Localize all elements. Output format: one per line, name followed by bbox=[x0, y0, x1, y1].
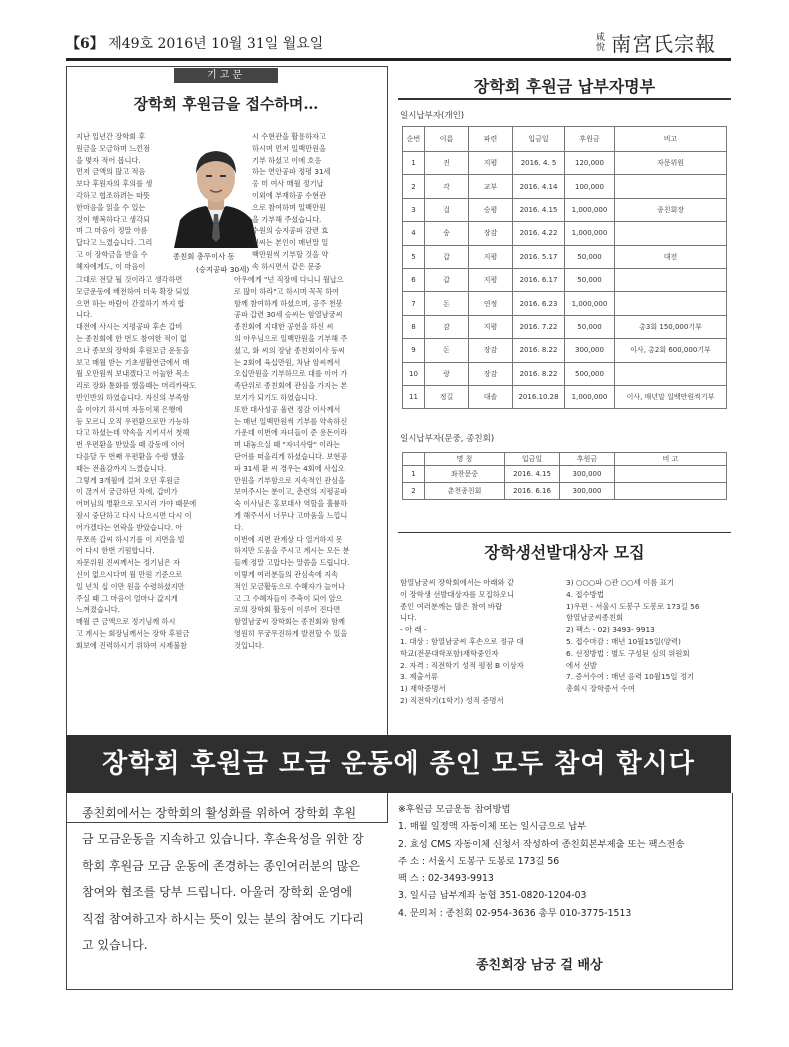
text-line: 반인반의 하였습니다. 자신의 부족함 bbox=[76, 392, 190, 402]
table-cell: 돈 bbox=[425, 292, 469, 315]
table-cell: 자문위원 bbox=[615, 152, 727, 175]
table-cell: 10 bbox=[403, 362, 425, 385]
text-line: 종친회에 지대한 공헌을 하신 씨 bbox=[234, 322, 334, 332]
text-line: 3. 일시금 납부계좌 농협 351-0820-1204-03 bbox=[398, 890, 587, 902]
appeal-text bbox=[82, 800, 364, 958]
portrait-image bbox=[170, 138, 262, 248]
text-line: 으면 하는 바람이 간절하기 까지 합 bbox=[76, 298, 185, 308]
table-cell: 300,000 bbox=[560, 466, 615, 483]
text-line: 고 계시는 회장님께서는 장학 후원금 bbox=[76, 628, 190, 638]
text-line: 팩 스 : 02-3493-9913 bbox=[398, 873, 494, 885]
text-line: 보다 후원자의 후의를 생 bbox=[76, 179, 153, 189]
table-cell: 2016. 5.17 bbox=[513, 245, 565, 268]
text-line: 각하고 협조하려는 따뜻 bbox=[76, 190, 151, 200]
table-cell: 1 bbox=[403, 466, 425, 483]
scholarship-text-left bbox=[400, 577, 524, 707]
scholarship-title: 장학생선발대상자 모집 bbox=[484, 543, 645, 562]
column-text-right-bottom bbox=[234, 274, 350, 652]
table-cell: 2016. 4.22 bbox=[513, 222, 565, 245]
table-row bbox=[403, 385, 727, 408]
photo-caption-sub: (승지공파 30세) bbox=[196, 265, 250, 274]
text-line: 선씨는 본인이 매년말 일 bbox=[252, 238, 329, 248]
group-donor-table bbox=[402, 452, 727, 500]
text-line: 참여와 협조를 당부 드립니다. 아울러 장학회 운영에 bbox=[82, 885, 353, 900]
text-line: 먼저 금액의 많고 적음 bbox=[76, 167, 146, 177]
table-cell: 9 bbox=[403, 339, 425, 362]
table-cell: 2016. 6.16 bbox=[505, 483, 560, 500]
table-cell bbox=[615, 292, 727, 315]
text-line: 4. 접수방법 bbox=[566, 589, 604, 599]
text-line: 공파 갑련 30세 승씨는 함열남궁씨 bbox=[234, 310, 343, 320]
table-cell bbox=[615, 362, 727, 385]
table-header-row bbox=[403, 127, 727, 152]
text-line: 잠시 중단하고 다시 나으시면 다시 이 bbox=[76, 510, 192, 520]
scholarship-rule bbox=[398, 532, 731, 533]
text-line: 아우에게 "넌 직장에 다니니 월납으 bbox=[234, 275, 344, 284]
text-line: 혜자에게도, 이 마음이 bbox=[76, 261, 146, 271]
table-cell: 돈 bbox=[425, 339, 469, 362]
text-line: 학교(전문대학포함)재학중인자 bbox=[400, 648, 499, 658]
text-line: 때는 전율감까지 느꼈습니다. bbox=[76, 463, 167, 473]
table-cell bbox=[615, 466, 727, 483]
text-line: 는 2회에 육십만원, 차남 암씨께서 bbox=[234, 357, 341, 367]
donors-title: 장학회 후원금 납부자명부 bbox=[473, 77, 656, 96]
text-line: 3. 제출서류 bbox=[400, 672, 438, 682]
table-cell: 지평 bbox=[469, 315, 513, 338]
table-row bbox=[403, 268, 727, 291]
table-cell: 2 bbox=[403, 483, 425, 500]
photo-caption: 종친회 총무이사 동 bbox=[173, 252, 235, 261]
text-line: 답다고 느꼈습니다. 그리 bbox=[76, 238, 153, 248]
table-cell: 지평 bbox=[469, 152, 513, 175]
table-row bbox=[403, 339, 727, 362]
table-cell: 2016. 4. 5 bbox=[513, 152, 565, 175]
text-line: 며 내놓으실 때 "자녀사랑" 이라는 bbox=[234, 440, 341, 450]
text-line: 며 그 마음이 정말 아름 bbox=[76, 226, 148, 236]
column-text-right-top bbox=[252, 131, 331, 273]
masthead-title: 南宮氏宗報 bbox=[611, 32, 717, 56]
text-line: 족단위로 종친회에 관심을 가지는 본 bbox=[234, 381, 348, 391]
text-line: 는 매년 일백만원씩 기부를 약속하신 bbox=[234, 416, 348, 426]
table-cell: 2016. 8.22 bbox=[513, 362, 565, 385]
text-line: 금 모금운동을 지속하고 있습니다. 후손육성을 위한 장 bbox=[82, 832, 364, 847]
text-line: 셨고, 화 씨의 장남 종친회이사 등씨 bbox=[234, 345, 345, 355]
table-cell: 숭 bbox=[425, 222, 469, 245]
table-cell: 500,000 bbox=[565, 362, 615, 385]
text-line: 것이 행복하다고 생각되 bbox=[76, 214, 151, 224]
column-badge: 기고문 bbox=[174, 68, 278, 83]
text-line: 신이 없으시다며 월 만원 기준으로 bbox=[76, 569, 183, 579]
text-line: 매월 큰 금액으로 정기님께 하시 bbox=[76, 617, 176, 627]
text-line: 지난 일년간 장학회 후 bbox=[76, 132, 146, 141]
table-cell: 1 bbox=[403, 152, 425, 175]
text-line: 니다. bbox=[76, 310, 93, 320]
table-cell: 이사, 매년말 일백만원씩기부 bbox=[615, 385, 727, 408]
masthead bbox=[596, 28, 716, 57]
table-cell bbox=[615, 268, 727, 291]
col-header: 입금일 bbox=[513, 127, 565, 152]
table-cell bbox=[615, 222, 727, 245]
text-line: 함열남궁씨 장학회는 종친회와 함께 bbox=[234, 617, 346, 627]
text-line: 단어를 떠올리게 하셨습니다. 보현공 bbox=[234, 451, 348, 461]
table-row bbox=[403, 292, 727, 315]
table-cell: 랑 bbox=[425, 362, 469, 385]
text-line: 다고 하셨는데 약속을 지키셔서 첫해 bbox=[76, 428, 190, 438]
text-line: 보여주시는 분이고, 춘련의 지평공파 bbox=[234, 487, 348, 497]
table-cell: 장감 bbox=[469, 339, 513, 362]
text-line: 월 오만원씩 보내겠다고 어눌한 목소 bbox=[76, 369, 190, 379]
col-header: 비고 bbox=[615, 127, 727, 152]
text-line: 그렇게 3개월에 걸쳐 오던 후원금 bbox=[76, 475, 180, 485]
text-line: 자문위원 진씨께서는 정기님은 자 bbox=[76, 558, 181, 568]
col-header bbox=[403, 453, 425, 466]
text-line: 을 기부해 주셨습니다. bbox=[252, 214, 322, 224]
text-line: 종친회에서는 장학회의 활성화를 위하여 장학회 후원 bbox=[82, 806, 357, 820]
text-line: 1) 재학증명서 bbox=[400, 684, 446, 694]
text-line: 에서 선발 bbox=[566, 660, 597, 670]
table-cell: 걸 bbox=[425, 198, 469, 221]
text-line: ※후원금 모금운동 참여방법 bbox=[398, 804, 511, 815]
text-line: 주 소 : 서울시 도봉구 도봉로 173길 56 bbox=[398, 855, 560, 867]
issue-date: 제49호 2016년 10월 31일 월요일 bbox=[108, 36, 324, 52]
text-line: 수원의 승지공파 감련 효 bbox=[252, 226, 329, 236]
table-cell bbox=[615, 483, 727, 500]
table-cell: 50,000 bbox=[565, 245, 615, 268]
individual-label: 일시납부자(개인) bbox=[400, 111, 465, 121]
text-line: 직접 참여하고자 하시는 뜻이 있는 분의 참여도 기다리 bbox=[82, 911, 364, 926]
text-line: 만원을 기부함으로 지속적인 관심을 bbox=[234, 475, 346, 485]
text-line: 회보에 진력하시기 위하여 시제불참 bbox=[76, 640, 188, 650]
table-row bbox=[403, 483, 727, 500]
text-line: 의 아우님으로 일백만원을 기부해 주 bbox=[234, 333, 348, 343]
text-line: 백만원씩 기부할 것을 약 bbox=[252, 249, 329, 259]
table-row bbox=[403, 222, 727, 245]
text-line: 파 31세 환 씨 경우는 4회에 사십오 bbox=[234, 463, 345, 473]
text-line: 함열남궁씨종친회 bbox=[566, 613, 624, 623]
text-line: 는 종친회에 한 번도 참여한 적이 없 bbox=[76, 333, 187, 343]
table-cell: 6 bbox=[403, 268, 425, 291]
table-cell: 2016. 4.14 bbox=[513, 175, 565, 198]
table-cell: 2016.10.28 bbox=[513, 385, 565, 408]
table-cell bbox=[615, 175, 727, 198]
text-line: 고 있습니다. bbox=[82, 938, 148, 953]
text-line: 2) 팩스 - 02) 3493- 9913 bbox=[566, 625, 655, 635]
text-line: 어머님의 병환으로 모시러 가야 때문에 bbox=[76, 499, 197, 509]
text-line: 이외에 부재하공 수현관 bbox=[252, 190, 327, 200]
text-line: 1. 대상 : 함열남궁씨 후손으로 정규 대 bbox=[400, 636, 524, 646]
col-header: 입금일 bbox=[505, 453, 560, 466]
header-rule bbox=[66, 58, 731, 61]
table-cell: 100,000 bbox=[565, 175, 615, 198]
text-line: 적인 모금활동으로 수혜자가 늘어나 bbox=[234, 581, 346, 591]
text-line: 등 모르니 오직 우편환으로만 가능하 bbox=[76, 416, 190, 426]
col-header: 순번 bbox=[403, 127, 425, 152]
table-cell: 총3회 150,000기부 bbox=[615, 315, 727, 338]
text-line: 이렇게 여러분들의 관심속에 지속 bbox=[234, 569, 339, 579]
table-cell: 장감 bbox=[469, 362, 513, 385]
text-line: 학회 후원금 모금 운동에 존경하는 종인여러분의 많은 bbox=[82, 858, 360, 873]
text-line: 속 하시면서 같은 문중 bbox=[252, 261, 322, 271]
donors-rule bbox=[398, 98, 731, 100]
text-line: 으로 참여하며 일백만원 bbox=[252, 202, 327, 212]
table-cell: 2016. 6.23 bbox=[513, 292, 565, 315]
table-cell: 2016. 6.17 bbox=[513, 268, 565, 291]
table-cell: 3 bbox=[403, 198, 425, 221]
text-line: 7. 증서수여 : 매년 음력 10월15일 정기 bbox=[566, 672, 695, 682]
table-cell: 2016. 4.15 bbox=[505, 466, 560, 483]
table-cell: 4 bbox=[403, 222, 425, 245]
table-cell: 5 bbox=[403, 245, 425, 268]
text-line: - 아 래 - bbox=[400, 625, 427, 635]
table-cell: 8 bbox=[403, 315, 425, 338]
column-title: 장학회 후원금을 접수하며… bbox=[133, 95, 319, 113]
table-cell: 120,000 bbox=[565, 152, 615, 175]
table-row bbox=[403, 152, 727, 175]
table-cell: 춘천종친회 bbox=[425, 483, 505, 500]
text-line: 숙 이사님은 홍보대사 역할을 훌륭하 bbox=[234, 499, 348, 509]
text-line: 모금운동에 배전하여 더욱 확장 되었 bbox=[76, 286, 190, 296]
text-line: 일 년치 십 이만 원을 수령하셨지만 bbox=[76, 581, 185, 591]
col-header: 파련 bbox=[469, 127, 513, 152]
text-line: 하시며 먼저 일백만원을 bbox=[252, 143, 327, 153]
text-line: 느껴졌습니다. bbox=[76, 605, 120, 615]
table-row bbox=[403, 315, 727, 338]
text-line: 보기가 되기도 하였습니다. bbox=[234, 392, 318, 402]
text-line: 그대로 전달 될 것이라고 생각하면 bbox=[76, 275, 183, 284]
table-row bbox=[403, 362, 727, 385]
table-cell: 감 bbox=[425, 315, 469, 338]
text-line: 2. 효성 CMS 자동이체 신청서 작성하여 종친회본부제출 또는 팩스전송 bbox=[398, 838, 685, 850]
table-cell: 1,000,000 bbox=[565, 385, 615, 408]
table-cell: 7 bbox=[403, 292, 425, 315]
table-cell: 진 bbox=[425, 152, 469, 175]
text-line: 하지만 도움을 주시고 계시는 모든 분 bbox=[234, 546, 350, 556]
text-line: 또한 대사성공 율련 정감 이사께서 bbox=[234, 404, 341, 414]
table-cell: 장감 bbox=[469, 222, 513, 245]
text-line: 다음달 두 번째 우편환을 수령 했을 bbox=[76, 451, 185, 461]
table-cell: 교부 bbox=[469, 175, 513, 198]
text-line: 4. 문의처 : 종친회 02-954-3636 총무 010-3775-1513 bbox=[398, 907, 632, 919]
col-header: 후원금 bbox=[560, 453, 615, 466]
text-line: 기부 하셨고 이에 호응 bbox=[252, 155, 322, 165]
table-row bbox=[403, 466, 727, 483]
table-cell: 2016. 4.15 bbox=[513, 198, 565, 221]
table-cell: 1,000,000 bbox=[565, 292, 615, 315]
campaign-banner: 장학회 후원금 모금 운동에 종인 모두 참여 합시다 bbox=[66, 735, 731, 793]
text-line: 총회시 장학증서 수여 bbox=[566, 684, 635, 694]
text-line: 어가겠다는 연락을 받았습니다. 아 bbox=[76, 522, 183, 532]
text-line: 보고 매월 받는 기초생활연금에서 매 bbox=[76, 357, 190, 367]
text-line: 가운데 이번에 자녀들이 준 용돈이라 bbox=[234, 428, 348, 438]
table-cell: 2016. 8.22 bbox=[513, 339, 565, 362]
text-line: 을 이야기 하시며 자동이체 은행에 bbox=[76, 404, 183, 414]
text-line: 한마음을 읽을 수 있는 bbox=[76, 202, 146, 212]
table-cell: 갑 bbox=[425, 268, 469, 291]
table-cell: 300,000 bbox=[560, 483, 615, 500]
table-cell: 연정 bbox=[469, 292, 513, 315]
text-line: 1)우편 - 서울시 도봉구 도봉로 173길 56 bbox=[566, 601, 700, 611]
table-cell: 1,000,000 bbox=[565, 222, 615, 245]
table-cell: 50,000 bbox=[565, 315, 615, 338]
table-row bbox=[403, 245, 727, 268]
text-line: 어 다시 한번 기원합니다. bbox=[76, 546, 155, 556]
col-header: 비 고 bbox=[615, 453, 727, 466]
table-cell: 300,000 bbox=[565, 339, 615, 362]
text-line: 것입니다. bbox=[234, 640, 265, 650]
table-cell: 2 bbox=[403, 175, 425, 198]
table-cell: 정길 bbox=[425, 385, 469, 408]
col-header: 명 칭 bbox=[425, 453, 505, 466]
text-line: 원금을 모금하며 느낀점 bbox=[76, 143, 151, 153]
text-line: 고 그 수혜자들이 주축이 되어 앞으 bbox=[234, 593, 343, 603]
text-line: 고 이 장학금을 받을 수 bbox=[76, 249, 148, 259]
text-line: 이 장학생 선발대상자를 모집하오니 bbox=[400, 589, 515, 599]
text-line: 5. 접수마감 : 매년 10월15일(양력) bbox=[566, 636, 681, 646]
text-line: 로의 장학회 활동이 이루어 진다면 bbox=[234, 605, 341, 615]
text-line: 6. 선정방법 : 별도 구성된 심의 위원회 bbox=[566, 648, 690, 658]
text-line: 을 몇자 적어 봅니다. bbox=[76, 155, 141, 165]
table-cell: 대솔 bbox=[469, 385, 513, 408]
table-cell: 50,000 bbox=[565, 268, 615, 291]
donation-methods bbox=[398, 801, 684, 922]
table-header-row bbox=[403, 453, 727, 466]
text-line: 대전에 사시는 지평공파 후손 갑비 bbox=[76, 322, 183, 332]
table-cell: 종친회장 bbox=[615, 198, 727, 221]
text-line: 옹 미 여사 매월 정기납 bbox=[252, 179, 324, 189]
table-cell: 좌찬문중 bbox=[425, 466, 505, 483]
text-line: 니다. bbox=[400, 613, 417, 623]
text-line: 함께 참여하게 하셨으며, 공주 천봉 bbox=[234, 298, 343, 308]
individual-donor-table bbox=[402, 126, 727, 409]
table-cell: 11 bbox=[403, 385, 425, 408]
text-line: 게 해주셔서 너무나 고마움을 느낍니 bbox=[234, 510, 348, 520]
table-cell: 승평 bbox=[469, 198, 513, 221]
text-line: 종인 여러분께는 많은 참여 바랍 bbox=[400, 601, 503, 611]
table-cell: 이사, 총2회 600,000기부 bbox=[615, 339, 727, 362]
text-line: 이번에 지면 관계상 다 열거하지 못 bbox=[234, 534, 343, 544]
col-header: 후원금 bbox=[565, 127, 615, 152]
table-cell: 2016. 7.22 bbox=[513, 315, 565, 338]
table-cell: 갑 bbox=[425, 245, 469, 268]
text-line: 로 많이 하라"고 하시며 꼭꼭 하여 bbox=[234, 286, 339, 296]
text-line: 번 우편환을 받았을 때 감동에 이어 bbox=[76, 440, 185, 450]
text-line: 리로 장화 통화를 했을때는 머리카락도 bbox=[76, 381, 197, 391]
text-line: 시 수현관을 활용하자고 bbox=[252, 132, 327, 141]
scholarship-text-right bbox=[566, 577, 700, 695]
signature: 종친회장 남궁 걸 배상 bbox=[476, 958, 603, 973]
column-text-left-top bbox=[76, 131, 152, 273]
issue-header bbox=[66, 33, 323, 53]
table-cell: 지평 bbox=[469, 245, 513, 268]
text-line: 으나 종보의 장학회 후원모금 운동을 bbox=[76, 345, 190, 355]
text-line: 주실 때 그 마음이 얼마나 값지게 bbox=[76, 593, 178, 603]
text-line: 영원히 무궁무진하게 발전할 수 있을 bbox=[234, 628, 348, 638]
table-cell: 1,000,000 bbox=[565, 198, 615, 221]
table-row bbox=[403, 198, 727, 221]
text-line: 하는 연안공파 정평 31세 bbox=[252, 167, 331, 177]
table-row bbox=[403, 175, 727, 198]
group-label: 일시납부자(문중, 종친회) bbox=[400, 434, 495, 444]
column-text-left-bottom bbox=[76, 274, 196, 652]
masthead-small: 咸悅 bbox=[596, 32, 606, 53]
text-line: 3) ○○○파 ○관 ○○세 이름 표기 bbox=[566, 578, 675, 587]
text-line: 2. 자격 : 직전학기 성적 평점 B 이상자 bbox=[400, 660, 524, 670]
text-line: 들께 정말 고맙다는 말씀을 드립니다. bbox=[234, 558, 350, 568]
table-cell: 대전 bbox=[615, 245, 727, 268]
text-line: 함열남궁씨 장학회에서는 아래와 같 bbox=[400, 578, 515, 587]
col-header: 이름 bbox=[425, 127, 469, 152]
text-line: 2) 직전학기(1학기) 성적 증명서 bbox=[400, 695, 504, 705]
table-cell: 각 bbox=[425, 175, 469, 198]
text-line: 무쪼록 갑씨 하시기를 이 지면을 빌 bbox=[76, 534, 185, 544]
text-line: 이 끊겨서 궁금하던 차에, 갑비가 bbox=[76, 487, 178, 497]
text-line: 1. 매월 일정액 자동이체 또는 일시금으로 납부 bbox=[398, 821, 587, 833]
table-cell: 지평 bbox=[469, 268, 513, 291]
author-photo bbox=[170, 138, 262, 248]
text-line: 다. bbox=[234, 522, 244, 532]
page-number: 【6】 bbox=[66, 36, 104, 52]
text-line: 오십만원을 기부하므로 대를 이어 가 bbox=[234, 369, 348, 379]
